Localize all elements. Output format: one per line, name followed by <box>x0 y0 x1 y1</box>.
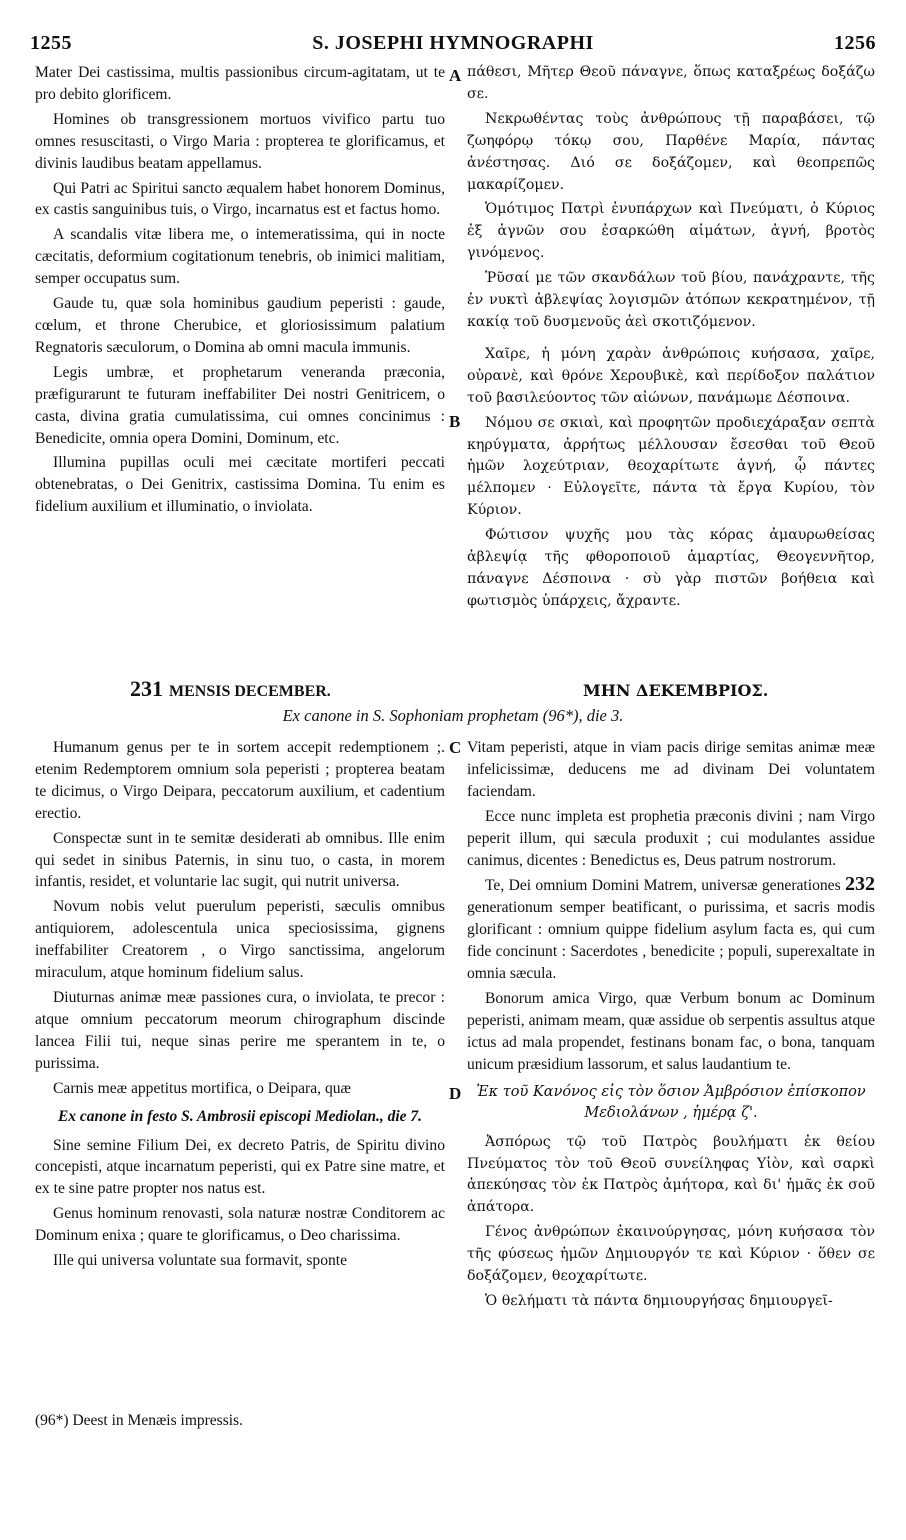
page-number-right: 1256 <box>834 32 876 54</box>
section-subtitle: Ex canone in S. Sophoniam prophetam (96*), die 3. <box>282 706 624 725</box>
latin-paragraph: Mater Dei castissima, multis passionibus circum-agitatam, ut te pro debito glorificem. <box>35 64 445 103</box>
latin-paragraph: Sine semine Filium Dei, ex decreto Patris, de Spiritu divino concepisti, atque incarnatum peperisti, qui ex Patre sine matre, et ex te sine patre propter nos natus est. <box>35 1136 445 1198</box>
greek-paragraph: Φώτισον ψυχῆς μου τὰς κόρας ἀμαυρωθείσας ἀβλεψίᾳ τῆς φθοροποιοῦ ἁμαρτίας, Θεογεννῆτορ, πάναγνε Δέσποινα · σὺ γὰρ πιστῶν βοήθεια καὶ φωτισμὸς ὑπάρχεις, ἄχραντε. <box>467 527 875 609</box>
right-column-bottom <box>467 737 875 1316</box>
running-header <box>30 32 876 58</box>
column-marker-a: A <box>449 66 462 85</box>
latin-paragraph: Conspectæ sunt in te semitæ desiderati ab omnibus. Ille enim qui sedet in sinibus Paternis, in sinu tuo, o casta, in morem infantis, residet, et voluntarie lac sugit, qui nutrit universa. <box>35 829 445 891</box>
latin-paragraph: Ecce nunc impleta est prophetia præconis divini ; nam Virgo peperit illum, qui sæcula produxit ; cui modulantes assidue canimus, dicentes : Benedictus es, Deus patrum nostrorum. <box>467 807 875 869</box>
page-number-left: 1255 <box>30 32 72 54</box>
paragraph-text: generationum semper beatificant, o purissima, et sacris modis glorificant : omnium quippe fidelium asylum facta es, qui cum fide concinunt : Sacerdotes , benedicite ; populi, superexaltate in omnia sæcula. <box>467 899 875 983</box>
greek-paragraph: Νεκρωθέντας τοὺς ἀνθρώπους τῇ παραβάσει, τῷ ζωηφόρῳ τόκῳ σου, Παρθένε Μαρία, πάντας ἀνέστησας. Διό σε δοξάζομεν, καὶ θεοπρεπῶς μακαρίζομεν. <box>467 110 875 193</box>
latin-paragraph: Ille qui universa voluntate sua formavit, sponte <box>53 1252 348 1270</box>
latin-paragraph-with-number <box>467 874 875 985</box>
section-title-latin: MENSIS DECEMBER. <box>169 683 331 700</box>
latin-paragraph: Humanum genus per te in sortem accepit redemptionem ;. etenim Redemptorem omnium sola peperisti ; propterea beatam te dicimus, o Virgo Deipara, peccatorum auxilium, et cadentium erectio. <box>35 739 445 822</box>
latin-paragraph: Bonorum amica Virgo, quæ Verbum bonum ac Dominum peperisti, animam meam, quæ assidue ob serpentis assultus atque ictus ad mala propendet, festinans bonam fac, o bona, tanquam unicum præsidium lassorum, et salus laudantium te. <box>467 989 875 1073</box>
latin-paragraph: Illumina pupillas oculi mei cæcitate mortiferi peccati obtenebratas, o Dei Genitrix, castissima Domina. Tu enim es fidelium auxilium et illuminatio, o inviolata. <box>35 454 445 516</box>
latin-column-bottom <box>35 737 445 1275</box>
latin-paragraph: Homines ob transgressionem mortuos vivifico partu tuo omnes resuscitasti, o Virgo Maria : propterea te glorificamus, et divinis laudibus beatam appellamus. <box>35 110 445 172</box>
footnote: (96*) Deest in Menæis impressis. <box>35 1412 243 1429</box>
greek-canon-caption: Ἐκ τοῦ Κανόνος εἰς τὸν ὅσιον Ἀμβρόσιον ἐπίσκοπον Μεδιολάνων , ἡμέρᾳ ζ'. <box>476 1083 866 1121</box>
greek-column-top <box>467 62 875 616</box>
greek-paragraph: Ἀσπόρως τῷ τοῦ Πατρὸς βουλήματι ἐκ θείου Πνεύματος τὸν τοῦ Θεοῦ συνείληφας Υἱὸν, καὶ σαρκὶ ἀπεκύησας τὸν ἐκ Πατρὸς ἀμήτορα, καὶ δι' ἡμᾶς ἐκ σοῦ ἀπάτορα. <box>467 1133 875 1216</box>
greek-paragraph: Ὁμότιμος Πατρὶ ἐνυπάρχων καὶ Πνεύματι, ὁ Κύριος ἐξ ἁγνῶν σου ἐσαρκώθη αἱμάτων, ἁγνή, βροτὸς γινόμενος. <box>467 201 875 262</box>
page-title: S. JOSEPHI HYMNOGRAPHI <box>312 32 594 54</box>
column-marker-c: C <box>449 738 462 757</box>
column-number: 232 <box>845 873 875 896</box>
section-title-greek: ΜΗΝ ΔΕΚΕΜΒΡΙΟΣ. <box>583 681 769 700</box>
greek-paragraph: Χαῖρε, ἡ μόνη χαρὰν ἀνθρώποις κυήσασα, χαῖρε, οὐρανὲ, καὶ θρόνε Χερουβικὲ, καὶ περίδοξον παλάτιον τοῦ βασιλεύοντος τῶν αἰώνων, πανάμωμε Δέσποινα. <box>467 345 875 406</box>
latin-paragraph: A scandalis vitæ libera me, o intemeratissima, qui in nocte cæcitatis, deformium cogitationum tenebris, ob inimici malitiam, semper occupatus sum. <box>35 226 445 288</box>
latin-paragraph: Novum nobis velut puerulum peperisti, sæculis omnibus antiquiorem, adolescentula unica speciosissima, gignens ineffabiliter Creatorem , o Virgo sanctissima, angelorum miraculum, atque hominum fidelium salus. <box>35 898 445 982</box>
column-marker-b: B <box>449 412 461 431</box>
section-number: 231 <box>130 676 163 701</box>
greek-paragraph: πάθεσι, Μῆτερ Θεοῦ πάναγνε, ὅπως καταξρέως δοξάζω σε. <box>467 64 875 102</box>
greek-paragraph: Νόμου σε σκιαὶ, καὶ προφητῶν προδιεχάραξαν σεπτὰ κηρύγματα, ἀρρήτως μέλλουσαν ἔσεσθαι τοῦ Θεοῦ ἡμῶν λοχεύτριαν, θεοχαρίτωτε ἁγνή, ᾧ πάντες μέλπομεν · Εὐλογεῖτε, πάντα τὰ ἔργα Κυρίου, τὸν Κύριον. <box>467 414 875 519</box>
greek-column-bottom <box>467 1132 875 1313</box>
section-heading-greek <box>583 680 768 702</box>
latin-column-top <box>35 62 445 521</box>
latin-paragraph: Genus hominum renovasti, sola naturæ nostræ Conditorem ac Dominum enixa ; quare te glorificamus, o Deo charissima. <box>35 1205 445 1245</box>
greek-paragraph: Ῥῦσαί με τῶν σκανδάλων τοῦ βίου, πανάχραντε, τῆς ἐν νυκτὶ ἀβλεψίας λογισμῶν ἀτόπων κεκρατημένον, τῇ κακίᾳ τοῦ δυσμενοῦς ἀεὶ σκοτιζόμενον. <box>467 270 875 330</box>
section-heading-latin <box>130 676 331 702</box>
column-marker-d: D <box>449 1084 462 1103</box>
greek-paragraph: Ὁ θελήματι τὰ πάντα δημιουργήσας δημιουργεῖ- <box>485 1292 833 1309</box>
latin-paragraph: Diuturnas animæ meæ passiones cura, o inviolata, te precor : atque omnium peccatorum meorum chirographum discinde lancea Filii tui, neque sinas perire me sperantem in te, o purissima. <box>35 988 445 1072</box>
latin-canon-caption: Ex canone in festo S. Ambrosii episcopi Mediolan., die 7. <box>57 1107 423 1125</box>
latin-paragraph: Gaude tu, quæ sola hominibus gaudium peperisti : gaude, cœlum, et throne Cherubice, et gloriosissimum palatium Regnatoris sæculorum, o Domina ab omni macula immunis. <box>35 295 445 356</box>
latin-paragraph: Vitam peperisti, atque in viam pacis dirige semitas animæ meæ infelicissimæ, deducens me ad divinam Dei voluntatem faciendam. <box>467 739 875 800</box>
latin-paragraph: Qui Patri ac Spiritui sancto æqualem habet honorem Dominus, ex castis sanguinibus tuis, o Virgo, incarnatus est et factus homo. <box>35 179 445 219</box>
paragraph-text: Te, Dei omnium Domini Matrem, universæ generationes <box>485 877 845 895</box>
greek-paragraph: Γένος ἀνθρώπων ἐκαινούργησας, μόνη κυήσασα τὸν τῆς φύσεως ἡμῶν Δημιουργόν τε καὶ Κύριον · ὅθεν σε δοξάζομεν, θεοχαρίτωτε. <box>467 1224 875 1285</box>
latin-paragraph: Carnis meæ appetitus mortifica, o Deipara, quæ <box>53 1079 351 1097</box>
latin-paragraph: Legis umbræ, et prophetarum veneranda præconia, præfigurarunt te futuram ineffabiliter Dei nostri Genitricem, o casta, divina gratia cumulatissima, cui omnes concinimus : Benedicite, omnia opera Domini, Dominum, etc. <box>35 363 445 447</box>
